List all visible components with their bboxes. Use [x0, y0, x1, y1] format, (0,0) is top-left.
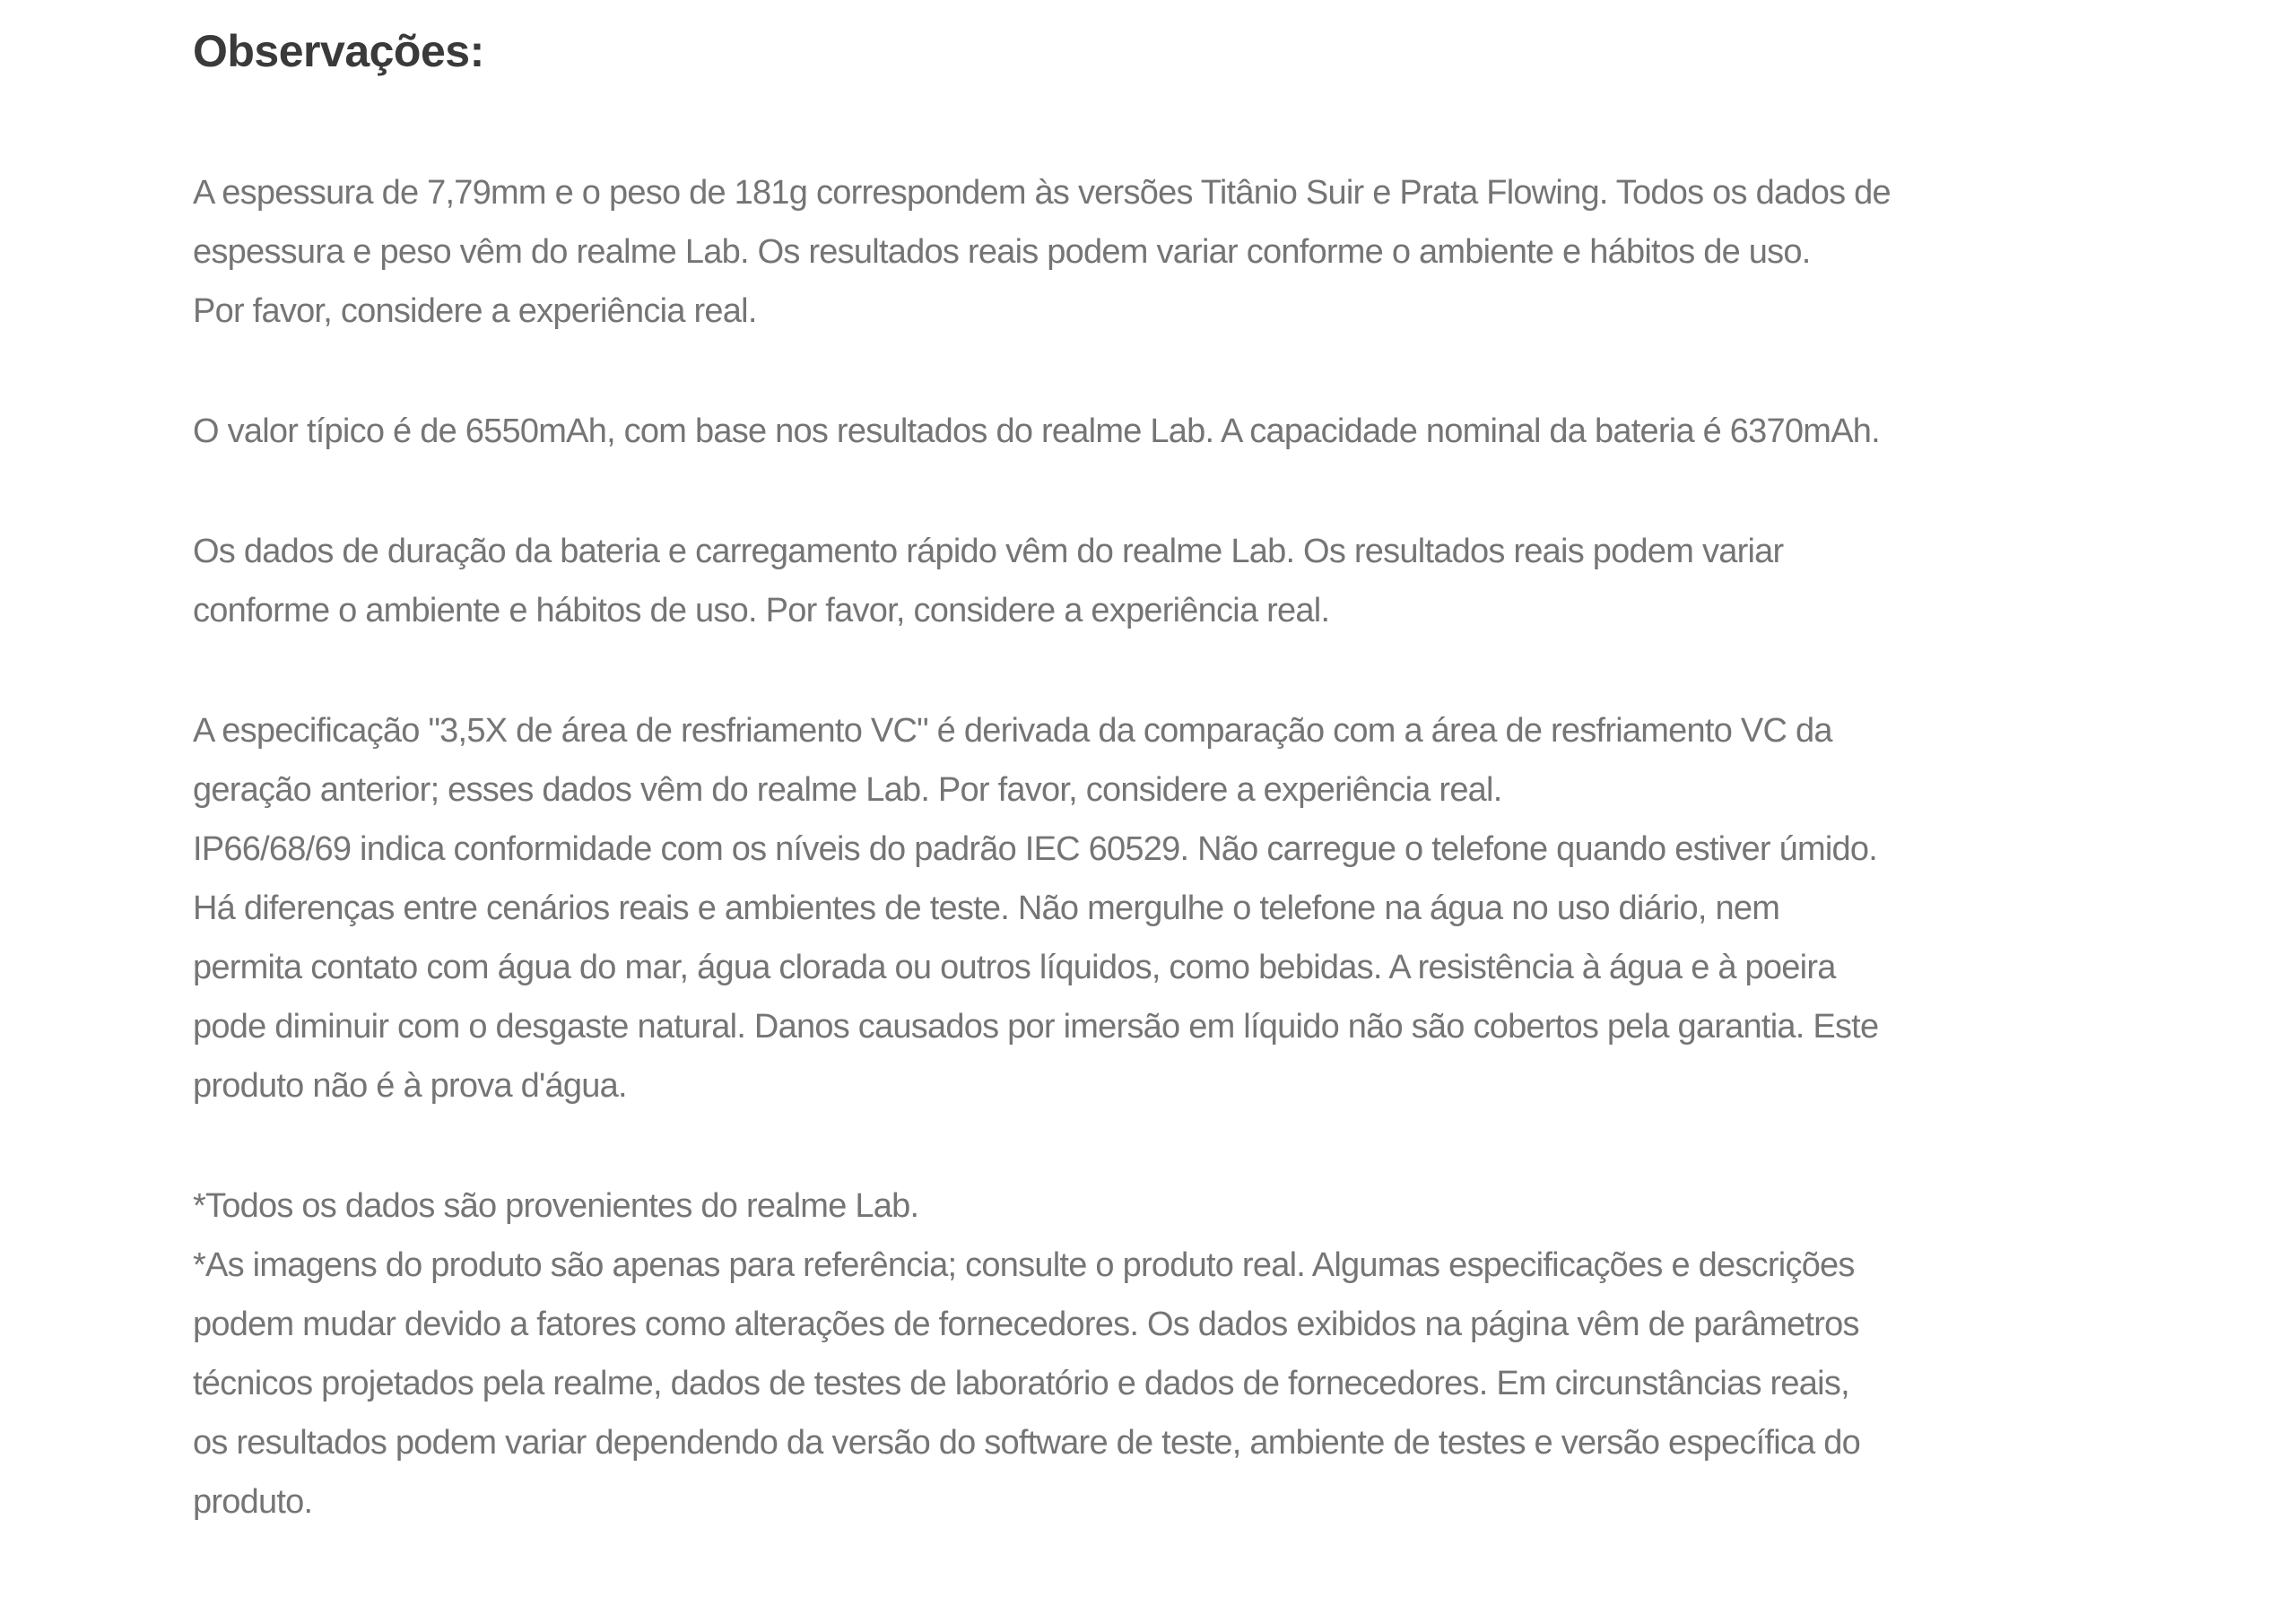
notes-heading: Observações:	[193, 26, 484, 76]
notes-body	[193, 163, 2144, 1532]
note-paragraph-dimensions-weight: A espessura de 7,79mm e o peso de 181g correspondem às versões Titânio Suir e Prata Flowing. Todos os dados de espessura e peso vêm do realme Lab. Os resultados reais podem variar conforme o ambiente e hábitos de uso. Por favor, considere a experiência real.	[193, 174, 1891, 330]
note-paragraph-battery-capacity: O valor típico é de 6550mAh, com base nos resultados do realme Lab. A capacidade nominal da bateria é 6370mAh.	[193, 412, 1880, 450]
note-paragraph-disclaimer: *Todos os dados são provenientes do realme Lab. *As imagens do produto são apenas para referência; consulte o produto real. Algumas especificações e descrições podem mudar devido a fatores como alterações de fornecedores. Os dados exibidos na página vêm de parâmetros técnicos projetados pela realme, dados de testes de laboratório e dados de fornecedores. Em circunstâncias reais, os resultados podem variar dependendo da versão do software de teste, ambiente de testes e versão específica do produto.	[193, 1187, 1861, 1521]
note-paragraph-cooling-ip-rating: A especificação "3,5X de área de resfriamento VC" é derivada da comparação com a área de resfriamento VC da geração anterior; esses dados vêm do realme Lab. Por favor, considere a experiência real. IP66/68/69 indica conformidade com os níveis do padrão IEC 60529. Não carregue o telefone quando estiver úmido. Há diferenças entre cenários reais e ambientes de teste. Não mergulhe o telefone na água no uso diário, nem permita contato com água do mar, água clorada ou outros líquidos, como bebidas. A resistência à água e à poeira pode diminuir com o desgaste natural. Danos causados por imersão em líquido não são cobertos pela garantia. Este produto não é à prova d'água.	[193, 712, 1879, 1105]
note-paragraph-battery-charging: Os dados de duração da bateria e carregamento rápido vêm do realme Lab. Os resultados reais podem variar conforme o ambiente e hábitos de uso. Por favor, considere a experiência real.	[193, 533, 1784, 629]
